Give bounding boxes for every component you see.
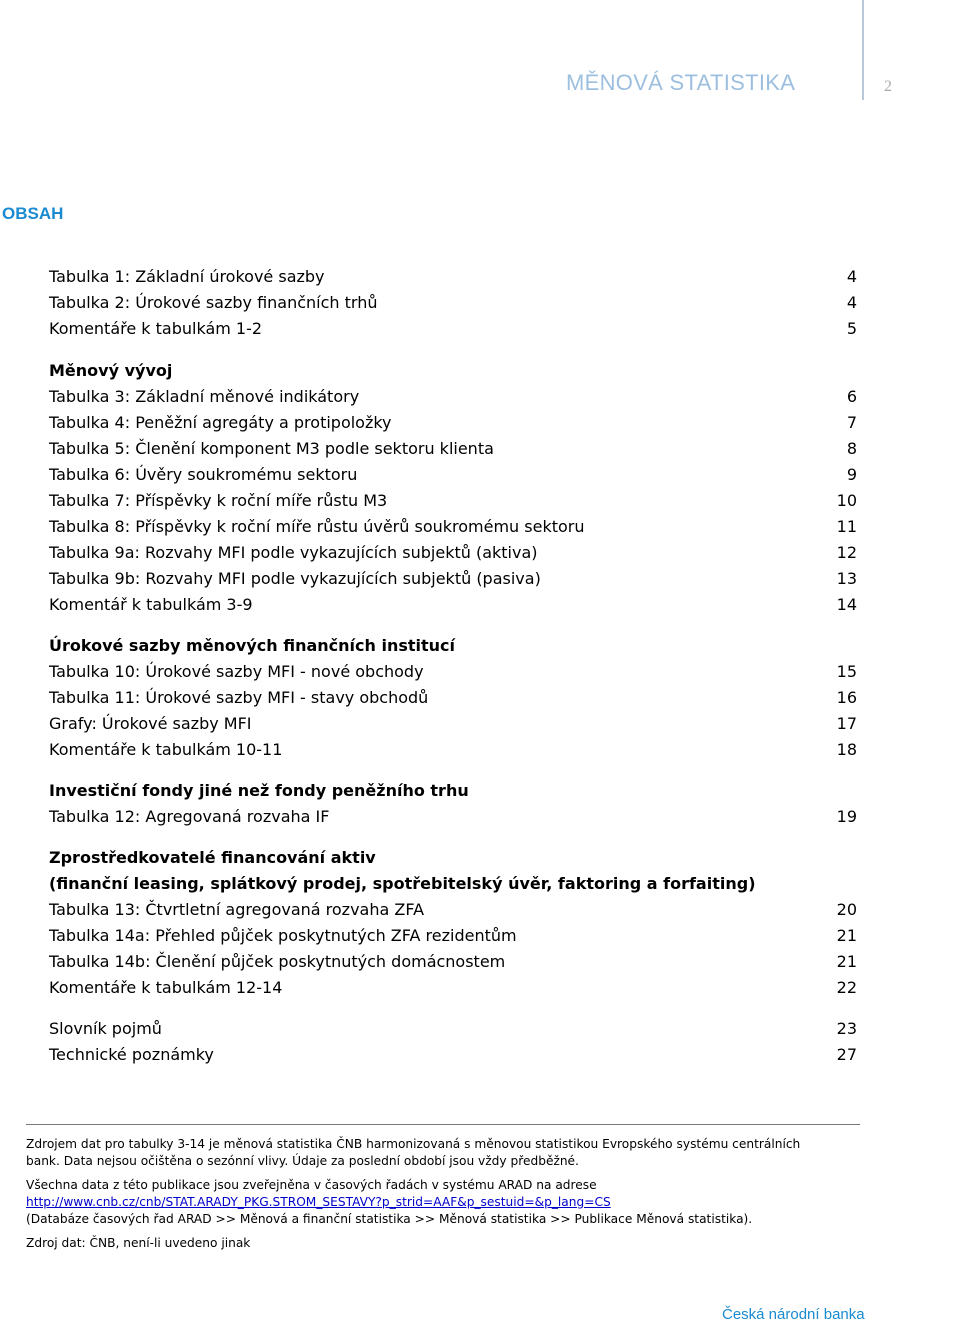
toc-entry[interactable] <box>49 737 857 761</box>
arad-note <box>26 1177 886 1228</box>
toc-entry[interactable] <box>49 264 857 288</box>
toc-entry[interactable] <box>49 566 857 590</box>
toc-entry-page: 9 <box>846 464 857 484</box>
toc-entry[interactable] <box>49 592 857 616</box>
toc-entry-page: 6 <box>846 386 857 406</box>
toc-entry[interactable] <box>49 436 857 460</box>
toc-entry[interactable] <box>49 514 857 538</box>
toc-entry-page: 23 <box>836 1018 857 1038</box>
toc-entry-label: Komentář k tabulkám 3-9 <box>49 594 253 614</box>
toc-entry-page: 21 <box>836 951 857 971</box>
toc-entry-page: 8 <box>846 438 857 458</box>
toc-entry-page: 10 <box>836 490 857 510</box>
data-source-note: Zdroj dat: ČNB, není-li uvedeno jinak <box>26 1236 251 1250</box>
toc-section-heading: Úrokové sazby měnových finančních institucí <box>49 635 456 655</box>
toc-entry-label: Tabulka 2: Úrokové sazby finančních trhů <box>49 292 378 312</box>
footnote-divider <box>26 1124 860 1125</box>
toc-entry-label: Komentáře k tabulkám 1-2 <box>49 318 263 338</box>
toc-entry[interactable] <box>49 316 857 340</box>
toc-entry-page: 12 <box>836 542 857 562</box>
toc-entry-label: Tabulka 14a: Přehled půjček poskytnutých ZFA rezidentům <box>49 925 517 945</box>
toc-entry[interactable] <box>49 290 857 314</box>
toc-entry-label: Tabulka 10: Úrokové sazby MFI - nové obchody <box>49 661 424 681</box>
toc-entry[interactable] <box>49 659 857 683</box>
toc-entry-page: 20 <box>836 899 857 919</box>
toc-entry-page: 16 <box>836 687 857 707</box>
toc-section-subheading: (finanční leasing, splátkový prodej, spotřebitelský úvěr, faktoring a forfaiting) <box>49 873 756 893</box>
toc-entry-label: Slovník pojmů <box>49 1018 162 1038</box>
toc-entry[interactable] <box>49 462 857 486</box>
toc-entry[interactable] <box>49 410 857 434</box>
toc-entry-label: Tabulka 9b: Rozvahy MFI podle vykazujících subjektů (pasiva) <box>49 568 541 588</box>
arad-note-line: (Databáze časových řad ARAD >> Měnová a finanční statistika >> Měnová statistika >> Publikace Měnová statistika). <box>26 1212 753 1226</box>
toc-entry-label: Tabulka 12: Agregovaná rozvaha IF <box>49 806 330 826</box>
toc-section-heading: Zprostředkovatelé financování aktiv <box>49 847 376 867</box>
toc-entry-label: Tabulka 14b: Členění půjček poskytnutých domácnostem <box>49 951 506 971</box>
toc-entry-label: Tabulka 5: Členění komponent M3 podle sektoru klienta <box>49 438 494 458</box>
toc-entry[interactable] <box>49 488 857 512</box>
toc-entry-label: Tabulka 13: Čtvrtletní agregovaná rozvaha ZFA <box>49 899 425 919</box>
toc-entry-page: 19 <box>836 806 857 826</box>
arad-note-line: Všechna data z této publikace jsou zveřejněna v časových řadách v systému ARAD na adrese <box>26 1178 597 1192</box>
toc-entry-page: 14 <box>836 594 857 614</box>
toc-entry-label: Tabulka 6: Úvěry soukromému sektoru <box>49 464 358 484</box>
toc-entry[interactable] <box>49 804 857 828</box>
toc-entry-label: Komentáře k tabulkám 10-11 <box>49 739 283 759</box>
toc-entry-page: 4 <box>846 266 857 286</box>
publication-title: MĚNOVÁ STATISTIKA <box>566 70 796 95</box>
toc-entry[interactable] <box>49 923 857 947</box>
toc-entry-page: 11 <box>836 516 857 536</box>
toc-entry-page: 4 <box>846 292 857 312</box>
toc-entry-page: 22 <box>836 977 857 997</box>
toc-entry-label: Tabulka 3: Základní měnové indikátory <box>49 386 360 406</box>
toc-entry-page: 21 <box>836 925 857 945</box>
toc-entry-page: 13 <box>836 568 857 588</box>
toc-entry-label: Tabulka 7: Příspěvky k roční míře růstu M3 <box>49 490 388 510</box>
toc-entry-page: 18 <box>836 739 857 759</box>
arad-link[interactable]: http://www.cnb.cz/cnb/STAT.ARADY_PKG.STROM_SESTAVY?p_strid=AAF&p_sestuid=&p_lang=CS <box>26 1195 611 1209</box>
toc-entry-label: Tabulka 1: Základní úrokové sazby <box>49 266 325 286</box>
toc-entry[interactable] <box>49 685 857 709</box>
toc-entry[interactable] <box>49 384 857 408</box>
toc-entry-page: 5 <box>846 318 857 338</box>
toc-entry[interactable] <box>49 540 857 564</box>
source-note <box>26 1136 886 1170</box>
page-number: 2 <box>884 78 892 95</box>
toc-entry[interactable] <box>49 975 857 999</box>
toc-entry[interactable] <box>49 711 857 735</box>
source-note-line: bank. Data nejsou očištěna o sezónní vlivy. Údaje za poslední období jsou vždy předběžné. <box>26 1154 579 1168</box>
toc-entry-label: Tabulka 8: Příspěvky k roční míře růstu úvěrů soukromému sektoru <box>49 516 585 536</box>
toc-entry[interactable] <box>49 1042 857 1066</box>
contents-heading: OBSAH <box>2 204 64 223</box>
toc-entry[interactable] <box>49 949 857 973</box>
toc-section-heading: Investiční fondy jiné než fondy peněžního trhu <box>49 780 469 800</box>
toc-entry-label: Tabulka 9a: Rozvahy MFI podle vykazujících subjektů (aktiva) <box>49 542 538 562</box>
toc-entry-label: Tabulka 4: Peněžní agregáty a protipoložky <box>49 412 392 432</box>
source-note-line: Zdrojem dat pro tabulky 3-14 je měnová statistika ČNB harmonizovaná s měnovou statistikou Evropského systému centrálních <box>26 1137 801 1151</box>
toc-entry-page: 15 <box>836 661 857 681</box>
header-divider <box>862 0 864 100</box>
toc-entry-label: Komentáře k tabulkám 12-14 <box>49 977 283 997</box>
toc-entry-label: Tabulka 11: Úrokové sazby MFI - stavy obchodů <box>49 687 429 707</box>
toc-entry-page: 17 <box>836 713 857 733</box>
toc-entry[interactable] <box>49 897 857 921</box>
toc-entry-page: 27 <box>836 1044 857 1064</box>
brand-name: Česká národní banka <box>722 1306 865 1323</box>
toc-entry-label: Technické poznámky <box>49 1044 214 1064</box>
toc-entry-page: 7 <box>846 412 857 432</box>
toc-section-heading: Měnový vývoj <box>49 360 173 380</box>
toc-entry[interactable] <box>49 1016 857 1040</box>
toc-entry-label: Grafy: Úrokové sazby MFI <box>49 713 252 733</box>
